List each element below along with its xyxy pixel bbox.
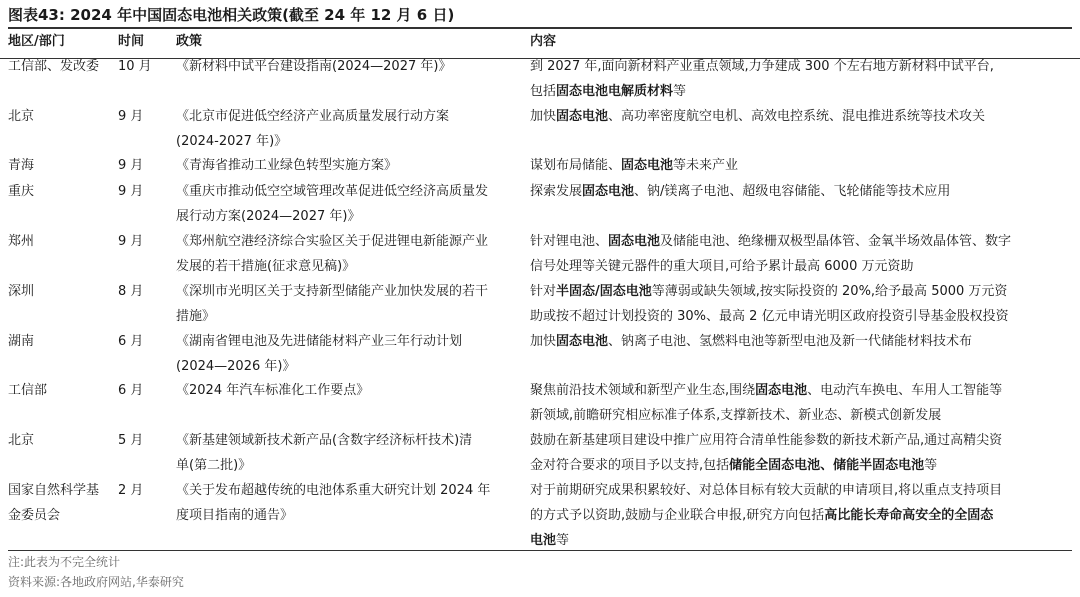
content-text: 等未来产业 (673, 158, 739, 173)
content-text: 等薄弱或缺失领域,按实际投资的 20%,给予最高 5000 万元资 (651, 284, 1008, 299)
cell-policy (176, 153, 524, 178)
cell-content (530, 54, 1072, 104)
content-line (530, 54, 1072, 79)
content-line (530, 329, 1072, 354)
content-text: 金对符合要求的项目予以支持,包括 (530, 458, 730, 473)
header-region: 地区/部门 (8, 34, 65, 49)
region-line: 湖南 (8, 334, 35, 349)
cell-content (530, 179, 1072, 204)
policy-line: 《深圳市光明区关于支持新型储能产业加快发展的若干 (176, 284, 489, 299)
policy-line: 《郑州航空港经济综合实验区关于促进锂电新能源产业 (176, 234, 489, 249)
header-content: 内容 (530, 34, 557, 49)
content-line (530, 279, 1072, 304)
figure-title: 图表43: 2024 年中国固态电池相关政策(截至 24 年 12 月 6 日) (8, 3, 1072, 29)
cell-time: 9 月 (118, 158, 144, 173)
region-line: 深圳 (8, 284, 35, 299)
cell-time: 9 月 (118, 109, 144, 124)
region-line: 青海 (8, 158, 35, 173)
content-line (530, 153, 1072, 178)
content-text: 等 (556, 533, 570, 548)
cell-region (8, 428, 118, 453)
content-text: 、电动汽车换电、车用人工智能等 (807, 383, 1003, 398)
content-text: 加快 (530, 334, 557, 349)
content-text: 包括 (530, 84, 557, 99)
policy-line: (2024—2026 年)》 (176, 359, 296, 374)
region-line: 工信部 (8, 383, 48, 398)
cell-content (530, 329, 1072, 354)
content-line (530, 254, 1072, 279)
content-line (530, 478, 1072, 503)
cell-time: 9 月 (118, 184, 144, 199)
policy-line: 《关于发布超越传统的电池体系重大研究计划 2024 年 (176, 483, 491, 498)
cell-policy (176, 179, 524, 229)
cell-content (530, 229, 1072, 279)
content-text: 等 (924, 458, 938, 473)
cell-time: 6 月 (118, 383, 144, 398)
content-text: 助或按不超过计划投资的 30%、最高 2 亿元申请光明区政府投资引导基金股权投资 (530, 309, 1009, 324)
region-line: 北京 (8, 109, 35, 124)
highlight-text: 高比能长寿命高安全的全固态 (824, 508, 994, 523)
content-text: 信号处理等关键元器件的重大项目,可给予累计最高 6000 万元资助 (530, 259, 914, 274)
policy-line: (2024-2027 年)》 (176, 134, 288, 149)
highlight-text: 固态电池 (556, 109, 609, 124)
content-line (530, 378, 1072, 403)
highlight-text: 固态电池 (755, 383, 808, 398)
highlight-text: 储能全固态电池、储能半固态电池 (729, 458, 925, 473)
region-line: 国家自然科学基 (8, 483, 100, 498)
policy-line: 展行动方案(2024—2027 年)》 (176, 209, 361, 224)
region-line: 工信部、发改委 (8, 59, 100, 74)
cell-region (8, 378, 118, 403)
region-line: 郑州 (8, 234, 35, 249)
region-line: 北京 (8, 433, 35, 448)
cell-time: 9 月 (118, 234, 144, 249)
cell-content (530, 478, 1072, 553)
cell-region (8, 104, 118, 129)
cell-policy (176, 54, 524, 79)
table-bottom-rule (8, 550, 1072, 551)
policy-line: 发展的若干措施(征求意见稿)》 (176, 259, 356, 274)
cell-policy (176, 378, 524, 403)
policy-line: 《北京市促进低空经济产业高质量发展行动方案 (176, 109, 450, 124)
cell-region (8, 478, 118, 528)
content-line (530, 104, 1072, 129)
cell-time: 10 月 (118, 59, 152, 74)
content-line (530, 503, 1072, 528)
content-line (530, 428, 1072, 453)
content-line (530, 403, 1072, 428)
cell-region (8, 153, 118, 178)
cell-content (530, 428, 1072, 478)
cell-region (8, 54, 118, 79)
policy-line: 《新材料中试平台建设指南(2024—2027 年)》 (176, 59, 452, 74)
cell-policy (176, 428, 524, 478)
policy-line: 度项目指南的通告》 (176, 508, 294, 523)
highlight-text: 电池 (530, 533, 557, 548)
region-line: 重庆 (8, 184, 35, 199)
content-text: 针对锂电池、 (530, 234, 609, 249)
cell-policy (176, 229, 524, 279)
policy-line: 《2024 年汽车标准化工作要点》 (176, 383, 370, 398)
table-note: 注:此表为不完全统计 (8, 555, 121, 569)
cell-content (530, 153, 1072, 178)
content-text: 鼓励在新基建项目建设中推广应用符合清单性能参数的新技术新产品,通过高精尖资 (530, 433, 1003, 448)
policy-line: 《重庆市推动低空空域管理改革促进低空经济高质量发 (176, 184, 489, 199)
cell-policy (176, 329, 524, 379)
content-text: 谋划布局储能、 (530, 158, 622, 173)
content-line (530, 229, 1072, 254)
content-text: 到 2027 年,面向新材料产业重点领域,力争建成 300 个左右地方新材料中试平台, (530, 59, 994, 74)
header-time: 时间 (118, 34, 145, 49)
cell-content (530, 104, 1072, 129)
content-text: 、钠/镁离子电池、超级电容储能、飞轮储能等技术应用 (634, 184, 951, 199)
content-text: 聚焦前沿技术领域和新型产业生态,围绕 (530, 383, 756, 398)
cell-region (8, 179, 118, 204)
highlight-text: 固态电池 (556, 334, 609, 349)
content-line (530, 179, 1072, 204)
policy-line: 单(第二批)》 (176, 458, 252, 473)
content-text: 针对 (530, 284, 557, 299)
content-line (530, 453, 1072, 478)
content-line (530, 304, 1072, 329)
content-text: 、高功率密度航空电机、高效电控系统、混电推进系统等技术攻关 (608, 109, 986, 124)
highlight-text: 固态电池 (608, 234, 661, 249)
highlight-text: 固态电池 (582, 184, 635, 199)
policy-line: 措施》 (176, 309, 216, 324)
source-note: 资料来源:各地政府网站,华泰研究 (8, 575, 184, 589)
content-text: 加快 (530, 109, 557, 124)
cell-time: 6 月 (118, 334, 144, 349)
content-text: 、钠离子电池、氢燃料电池等新型电池及新一代储能材料技术布 (608, 334, 973, 349)
cell-content (530, 279, 1072, 329)
policy-line: 《青海省推动工业绿色转型实施方案》 (176, 158, 398, 173)
cell-time: 2 月 (118, 483, 144, 498)
cell-region (8, 279, 118, 304)
cell-content (530, 378, 1072, 428)
content-text: 新领域,前瞻研究相应标准子体系,支撑新技术、新业态、新模式创新发展 (530, 408, 942, 423)
content-text: 探索发展 (530, 184, 583, 199)
highlight-text: 半固态/固态电池 (556, 284, 652, 299)
content-line (530, 79, 1072, 104)
content-text: 对于前期研究成果积累较好、对总体目标有较大贡献的申请项目,将以重点支持项目 (530, 483, 1003, 498)
header-policy: 政策 (176, 34, 203, 49)
highlight-text: 固态电池 (621, 158, 674, 173)
content-text: 的方式予以资助,鼓励与企业联合申报,研究方向包括 (530, 508, 825, 523)
cell-time: 5 月 (118, 433, 144, 448)
cell-policy (176, 478, 524, 528)
cell-policy (176, 104, 524, 154)
content-text: 及储能电池、绝缘栅双极型晶体管、金氧半场效晶体管、数字 (660, 234, 1012, 249)
content-text: 等 (673, 84, 687, 99)
policy-line: 《新基建领域新技术新产品(含数字经济标杆技术)清 (176, 433, 473, 448)
cell-region (8, 229, 118, 254)
highlight-text: 固态电池电解质材料 (556, 84, 674, 99)
cell-time: 8 月 (118, 284, 144, 299)
cell-policy (176, 279, 524, 329)
policy-line: 《湖南省锂电池及先进储能材料产业三年行动计划 (176, 334, 463, 349)
region-line: 金委员会 (8, 508, 61, 523)
cell-region (8, 329, 118, 354)
